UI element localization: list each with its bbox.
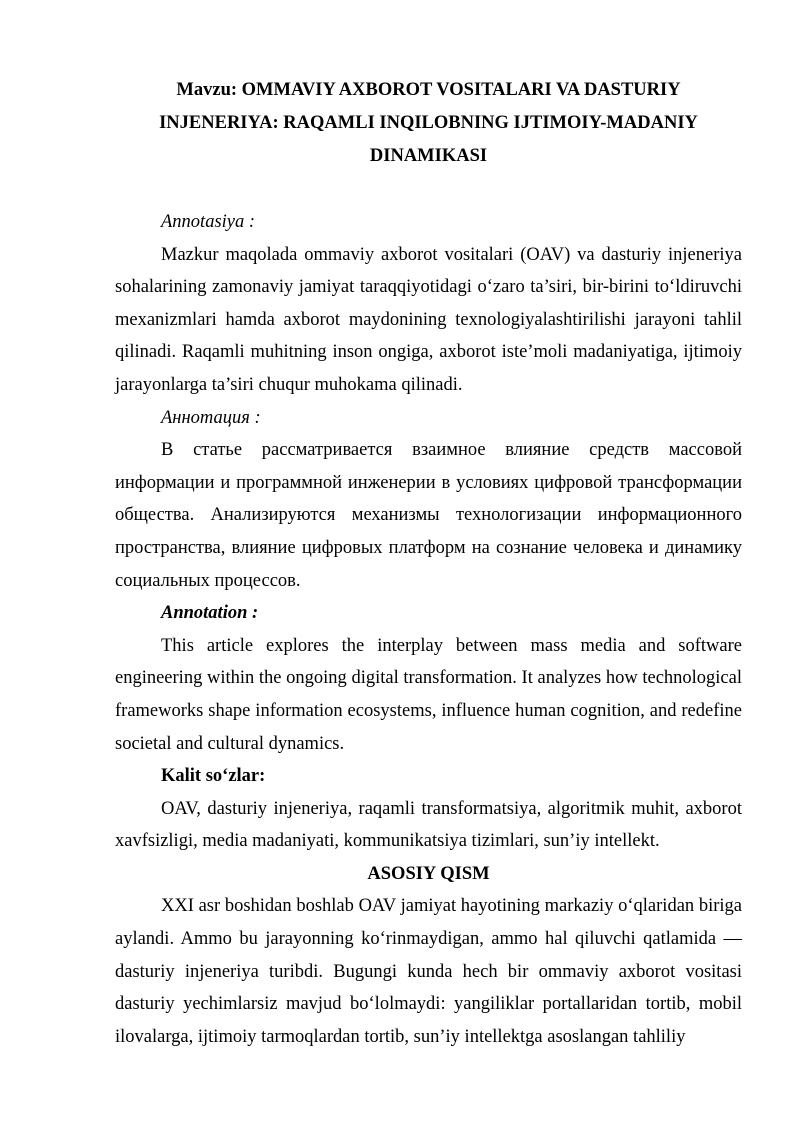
annotation-ru-label: Аннотация : <box>161 407 261 428</box>
main-section-heading: ASOSIY QISM <box>367 863 490 884</box>
document-body <box>115 196 742 1053</box>
title-line-1: Mavzu: OMMAVIY AXBOROT VOSITALARI VA DASTURIY <box>176 80 681 100</box>
keywords-label: Kalit so‘zlar: <box>161 766 266 787</box>
title-line-2: INJENERIYA: RAQAMLI INQILOBNING IJTIMOIY-MADANIY <box>159 113 698 133</box>
annotation-ru-text: В статье рассматривается взаимное влияние средств массовой информации и программной инженерии в условиях цифровой трансформации общества. Анализируются механизмы технологизации информационного пространства, влияние цифровых платформ на сознание человека и динамику социальных процессов. <box>115 440 742 591</box>
document-title <box>115 74 742 173</box>
annotation-uz-label: Annotasiya : <box>161 212 256 232</box>
annotation-uz-text: Mazkur maqolada ommaviy axborot vositalari (OAV) va dasturiy injeneriya sohalarining zamonaviy jamiyat taraqqiyotidagi o‘zaro ta’siri, bir-birini to‘ldiruvchi mexanizmlari hamda axborot maydonining texnologiyalashtirilishi jarayoni tahlil qilinadi. Raqamli muhitning inson ongiga, axborot iste’moli madaniyatiga, ijtimoiy jarayonlarga ta’siri chuqur muhokama qilinadi. <box>115 244 742 395</box>
keywords-text: OAV, dasturiy injeneriya, raqamli transformatsiya, algoritmik muhit, axborot xavfsizligi, media madaniyati, kommunikatsiya tizimlari, sun’iy intellekt. <box>115 798 742 852</box>
main-paragraph-1: XXI asr boshidan boshlab OAV jamiyat hayotining markaziy o‘qlaridan biriga aylandi. Ammo bu jarayonning ko‘rinmaydigan, ammo hal qiluvchi qatlamida — dasturiy injeneriya turibdi. Bugungi kunda hech bir ommaviy axborot vositasi dasturiy yechimlarsiz mavjud bo‘lolmaydi: yangiliklar portallaridan tortib, mobil ilovalarga, ijtimoiy tarmoqlardan tortib, sun’iy intellektga asoslangan tahliliy <box>115 896 742 1047</box>
annotation-en-text: This article explores the interplay between mass media and software engineering within the ongoing digital transformation. It analyzes how technological frameworks shape information ecosystems, influence human cognition, and redefine societal and cultural dynamics. <box>115 635 742 754</box>
title-line-3: DINAMIKASI <box>369 146 488 166</box>
annotation-en-label: Annotation : <box>161 603 259 624</box>
